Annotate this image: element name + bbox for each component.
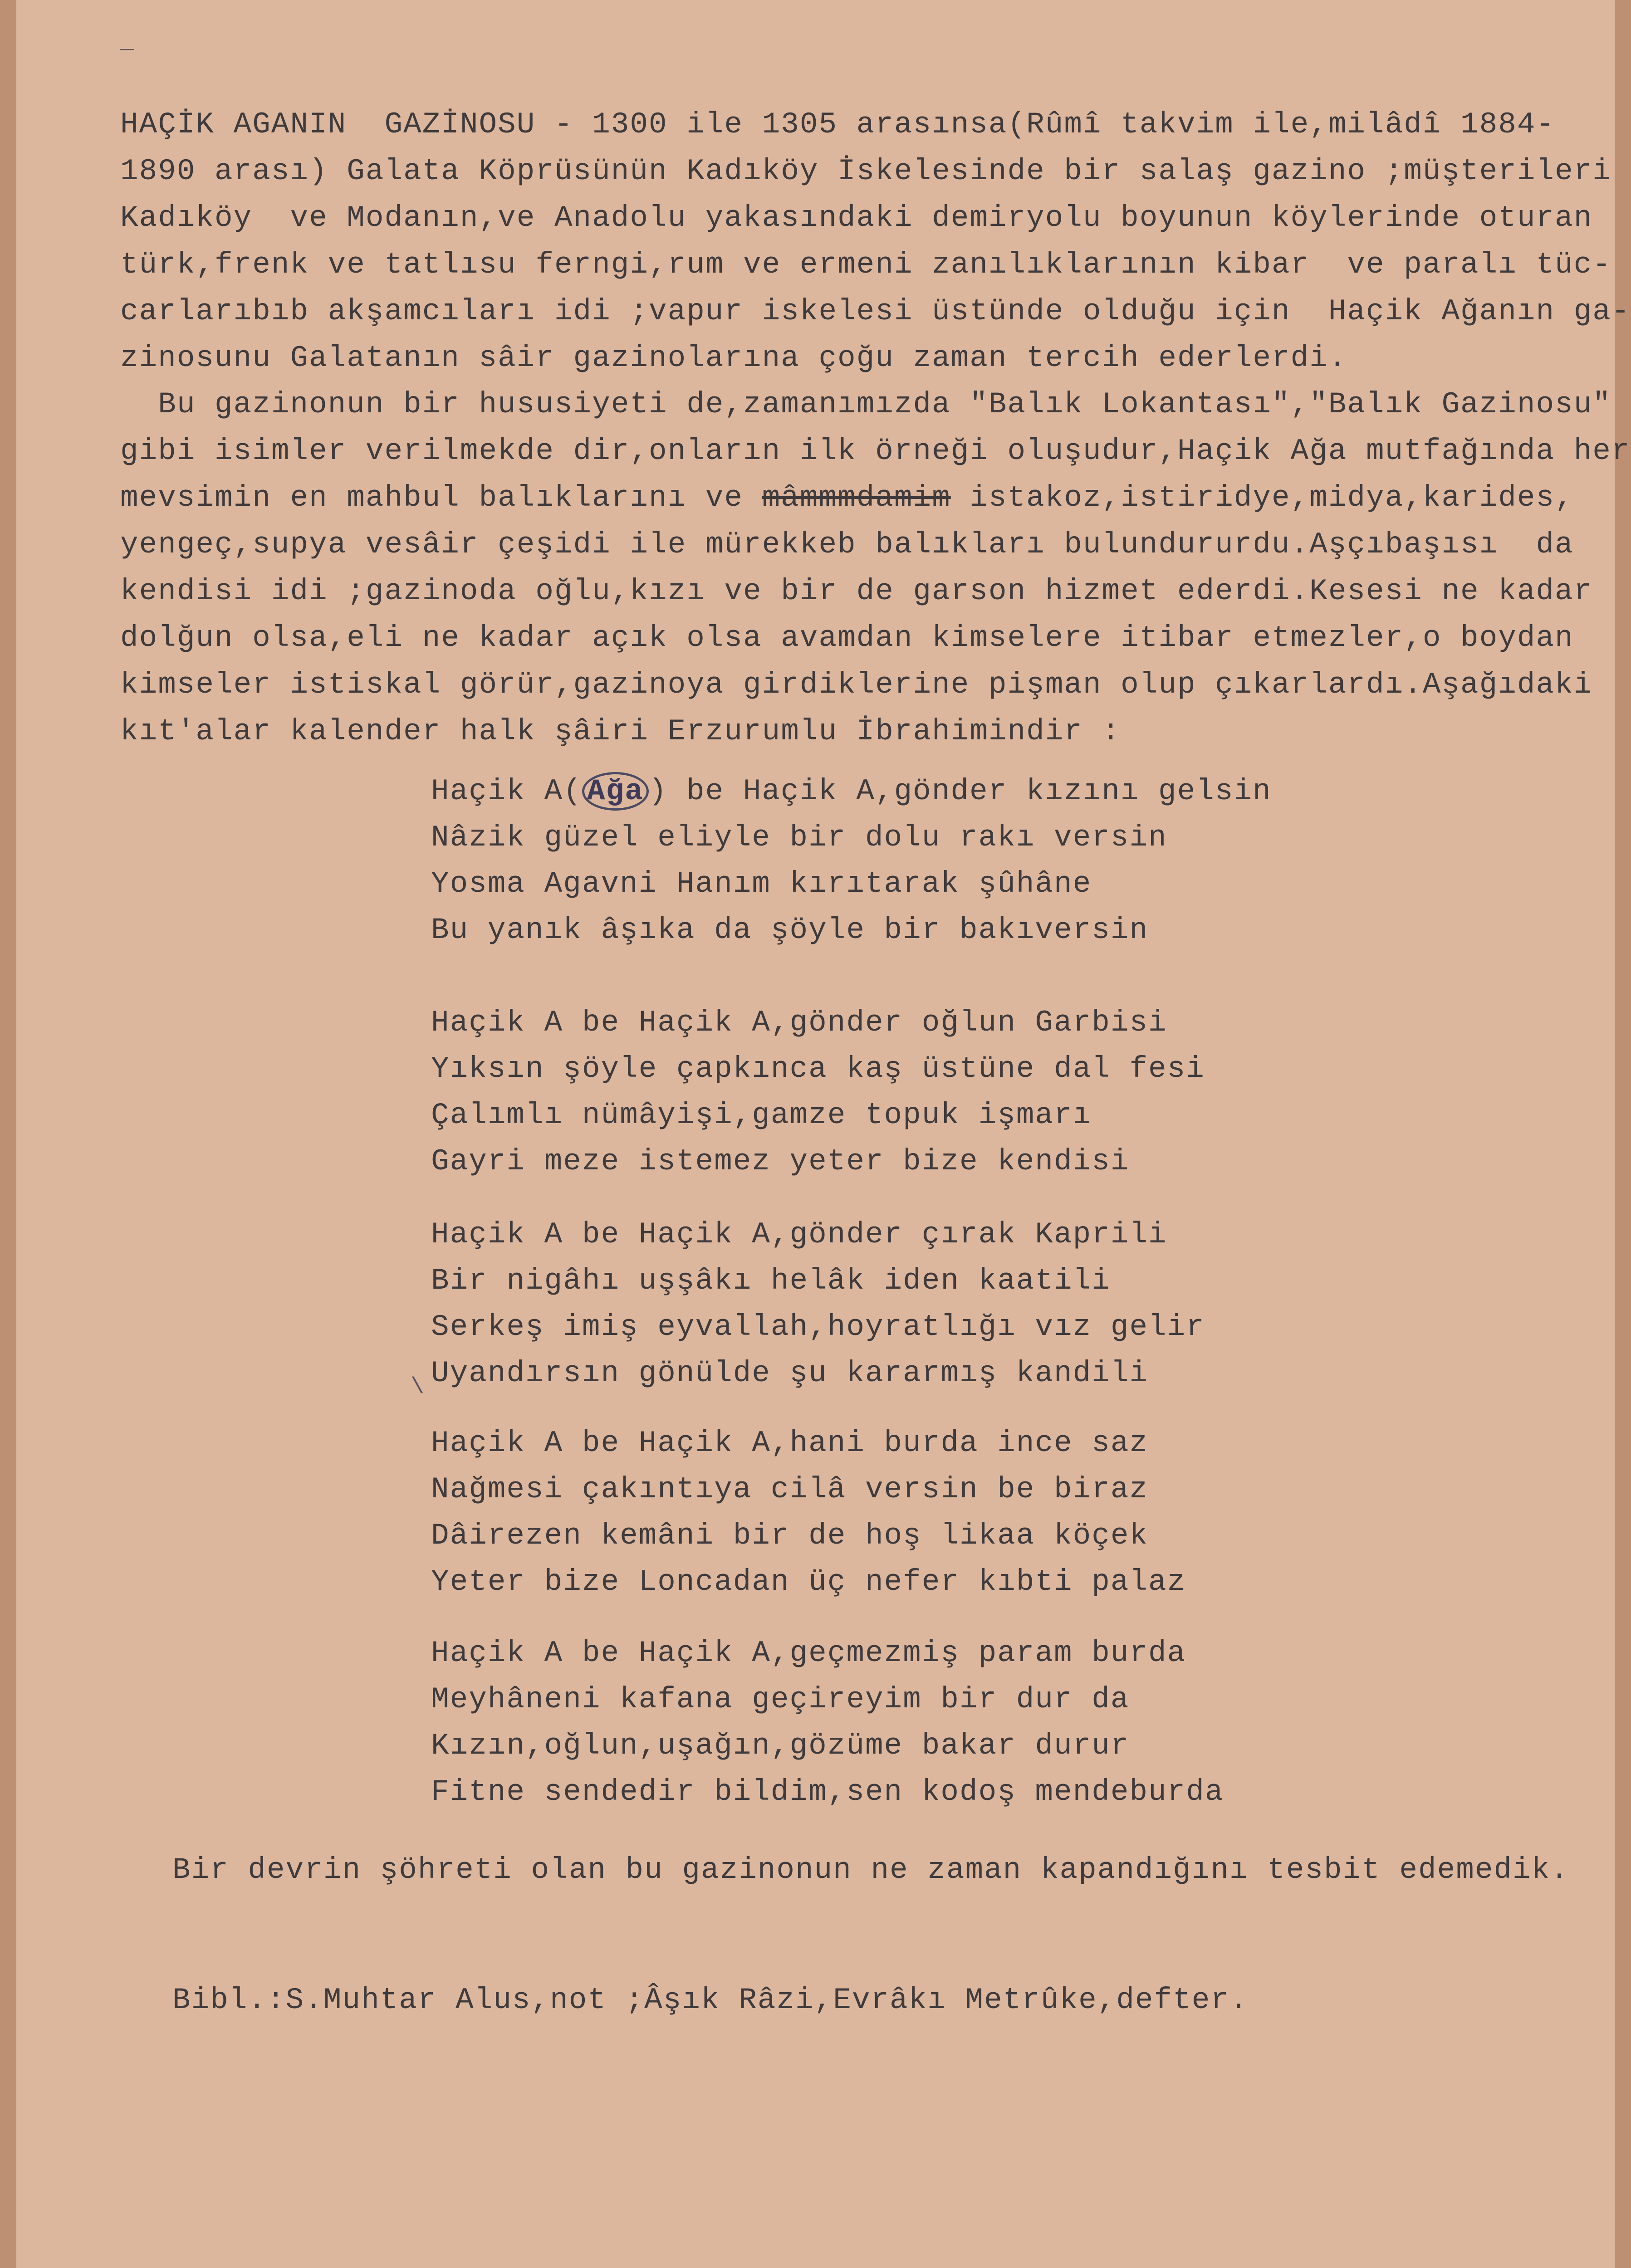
- paper-edge-left: [0, 0, 16, 2268]
- stray-mark: \: [411, 1374, 425, 1400]
- bibliography-line: Bibl.:S.Muhtar Alus,not ;Âşık Râzi,Evrâkı Metrûke,defter.: [172, 1983, 1249, 2017]
- verse-line: Serkeş imiş eyvallah,hoyratlığı vız gelir: [431, 1310, 1205, 1344]
- text-line: 1890 arası) Galata Köprüsünün Kadıköy İskelesinde bir salaş gazino ;müşterileri: [120, 154, 1611, 188]
- verse-line: Haçik A be Haçik A,gönder oğlun Garbisi: [431, 1006, 1167, 1040]
- text-line: HAÇİK AGANIN GAZİNOSU - 1300 ile 1305 arasınsa(Rûmî takvim ile,milâdî 1884-: [120, 108, 1555, 142]
- handwritten-circled-correction: Ağa: [582, 772, 649, 811]
- verse-line: Nâzik güzel eliyle bir dolu rakı versin: [431, 821, 1167, 855]
- text-segment: Haçik A(: [431, 774, 582, 808]
- stray-mark: ‾: [120, 48, 134, 73]
- text-line: carlarıbıb akşamcıları idi ;vapur iskelesi üstünde olduğu için Haçik Ağanın ga-: [120, 294, 1631, 328]
- text-line: türk,frenk ve tatlısu ferngi,rum ve ermeni zanılıklarının kibar ve paralı tüc-: [120, 248, 1611, 282]
- verse-line: Haçik A be Haçik A,geçmezmiş param burda: [431, 1636, 1186, 1670]
- text-line: dolğun olsa,eli ne kadar açık olsa avamdan kimselere itibar etmezler,o boydan: [120, 621, 1574, 655]
- verse-line: Kızın,oğlun,uşağın,gözüme bakar durur: [431, 1729, 1130, 1763]
- verse-line: Uyandırsın gönülde şu kararmış kandili: [431, 1356, 1149, 1390]
- verse-line: Yeter bize Loncadan üç nefer kıbti palaz: [431, 1565, 1186, 1599]
- verse-line: Meyhâneni kafana geçireyim bir dur da: [431, 1682, 1130, 1716]
- text-segment: mevsimin en mahbul balıklarını ve: [120, 481, 762, 515]
- text-line: Kadıköy ve Modanın,ve Anadolu yakasındaki demiryolu boyunun köylerinde oturan: [120, 201, 1593, 235]
- text-line: zinosunu Galatanın sâir gazinolarına çoğu zaman tercih ederlerdi.: [120, 341, 1347, 375]
- text-segment: ) be Haçik A,gönder kızını gelsin: [648, 774, 1272, 808]
- verse-line: Dâirezen kemâni bir de hoş likaa köçek: [431, 1519, 1149, 1553]
- verse-line: Gayri meze istemez yeter bize kendisi: [431, 1144, 1130, 1178]
- verse-line: Yıksın şöyle çapkınca kaş üstüne dal fesi: [431, 1052, 1205, 1086]
- text-line: kendisi idi ;gazinoda oğlu,kızı ve bir de garson hizmet ederdi.Kesesi ne kadar: [120, 574, 1593, 608]
- verse-line: Fitne sendedir bildim,sen kodoş mendeburda: [431, 1775, 1224, 1809]
- verse-line: Çalımlı nümâyişi,gamze topuk işmarı: [431, 1098, 1092, 1132]
- verse-line: Bir nigâhı uşşâkı helâk iden kaatili: [431, 1264, 1111, 1298]
- verse-line: Nağmesi çakıntıya cilâ versin be biraz: [431, 1472, 1149, 1506]
- closing-line: Bir devrin şöhreti olan bu gazinonun ne zaman kapandığını tesbit edemedik.: [172, 1853, 1569, 1887]
- verse-line: Yosma Agavni Hanım kırıtarak şûhâne: [431, 867, 1092, 901]
- text-segment: istakoz,istiridye,midya,karides,: [950, 481, 1574, 515]
- paper-edge-right: [1615, 0, 1631, 2268]
- text-line: yengeç,supya vesâir çeşidi ile mürekkeb balıkları bulundururdu.Aşçıbaşısı da: [120, 528, 1574, 562]
- verse-line: Haçik A be Haçik A,gönder çırak Kaprili: [431, 1217, 1167, 1251]
- verse-line: [431, 773, 1272, 810]
- verse-line: Haçik A be Haçik A,hani burda ince saz: [431, 1426, 1149, 1460]
- struck-through-text: mâmmmdamim: [762, 481, 951, 515]
- text-line: [120, 480, 1574, 516]
- text-line: kimseler istiskal görür,gazinoya girdiklerine pişman olup çıkarlardı.Aşağıdaki: [120, 668, 1593, 702]
- verse-line: Bu yanık âşıka da şöyle bir bakıversin: [431, 913, 1149, 947]
- text-line: gibi isimler verilmekde dir,onların ilk örneği oluşudur,Haçik Ağa mutfağında her: [120, 434, 1631, 468]
- text-line: Bu gazinonun bir hususiyeti de,zamanımızda "Balık Lokantası","Balık Gazinosu": [120, 387, 1611, 421]
- text-line: kıt'alar kalender halk şâiri Erzurumlu İbrahimindir :: [120, 714, 1121, 748]
